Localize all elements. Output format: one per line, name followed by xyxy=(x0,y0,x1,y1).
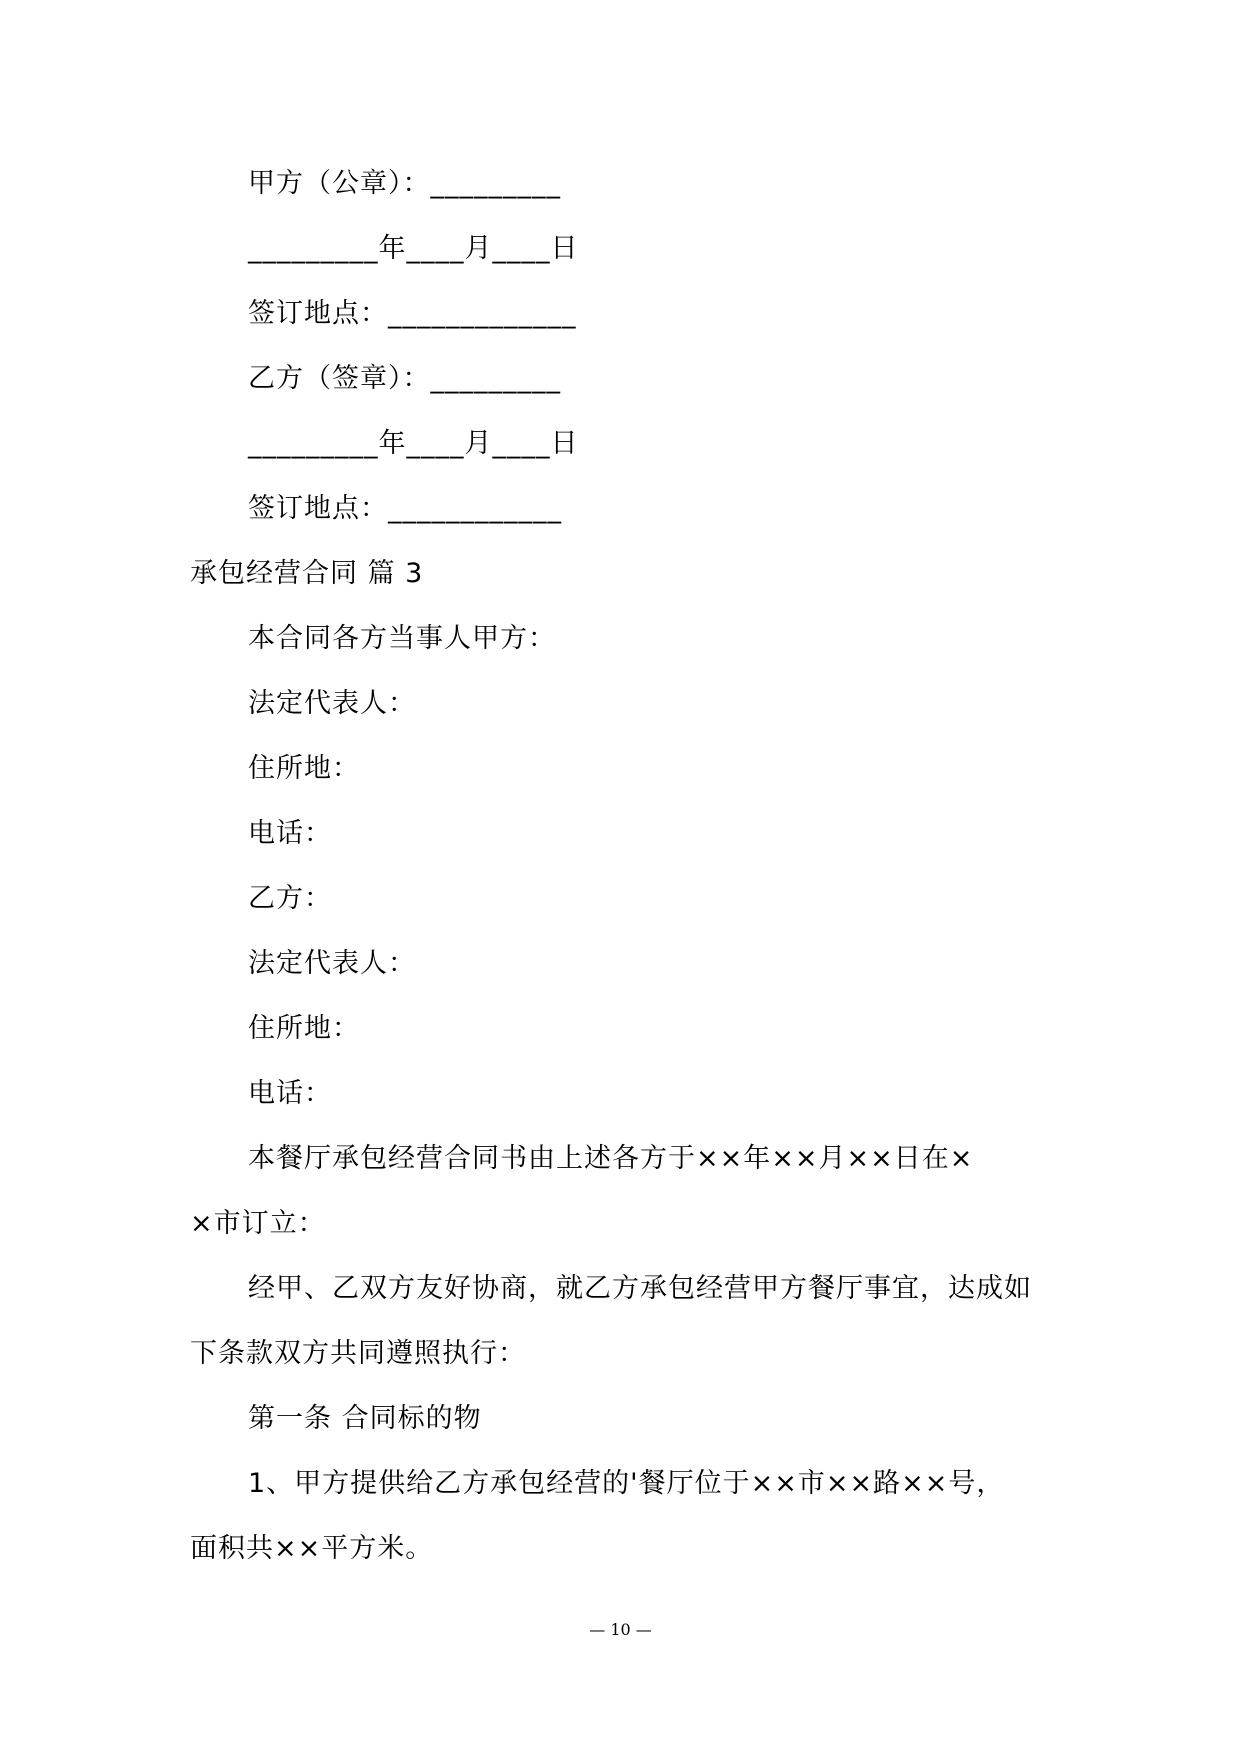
parties-intro: 本合同各方当事人甲方： xyxy=(248,623,556,654)
party-b-phone-label: 电话： xyxy=(248,1078,332,1109)
party-a-seal-line: 甲方（公章）：_________ xyxy=(248,168,561,199)
article-heading: 第一条 合同标的物 xyxy=(248,1403,482,1434)
party-b-date-line: _________年____月____日 xyxy=(248,428,579,459)
party-b-seal-line: 乙方（签章）：_________ xyxy=(248,363,561,394)
page-number: — 10 — xyxy=(589,1620,652,1639)
party-a-signing-place-line: 签订地点：_____________ xyxy=(248,298,577,329)
paragraph-line: ×市订立： xyxy=(190,1208,326,1239)
party-b-label: 乙方： xyxy=(248,883,332,914)
party-a-date-line: _________年____月____日 xyxy=(248,233,579,264)
paragraph-line: 面积共××平方米。 xyxy=(190,1533,434,1564)
party-b-signing-place-line: 签订地点：____________ xyxy=(248,493,562,524)
paragraph-line: 1、甲方提供给乙方承包经营的'餐厅位于××市××路××号， xyxy=(248,1468,1005,1499)
party-a-address-label: 住所地： xyxy=(248,753,360,784)
party-a-phone-label: 电话： xyxy=(248,818,332,849)
party-b-legal-rep-label: 法定代表人： xyxy=(248,948,416,979)
party-a-legal-rep-label: 法定代表人： xyxy=(248,688,416,719)
party-b-address-label: 住所地： xyxy=(248,1013,360,1044)
paragraph-line: 本餐厅承包经营合同书由上述各方于××年××月××日在× xyxy=(248,1143,974,1174)
paragraph-line: 经甲、乙双方友好协商，就乙方承包经营甲方餐厅事宜，达成如 xyxy=(248,1273,1032,1304)
paragraph-line: 下条款双方共同遵照执行： xyxy=(190,1338,526,1369)
section-heading: 承包经营合同 篇 3 xyxy=(190,558,424,589)
